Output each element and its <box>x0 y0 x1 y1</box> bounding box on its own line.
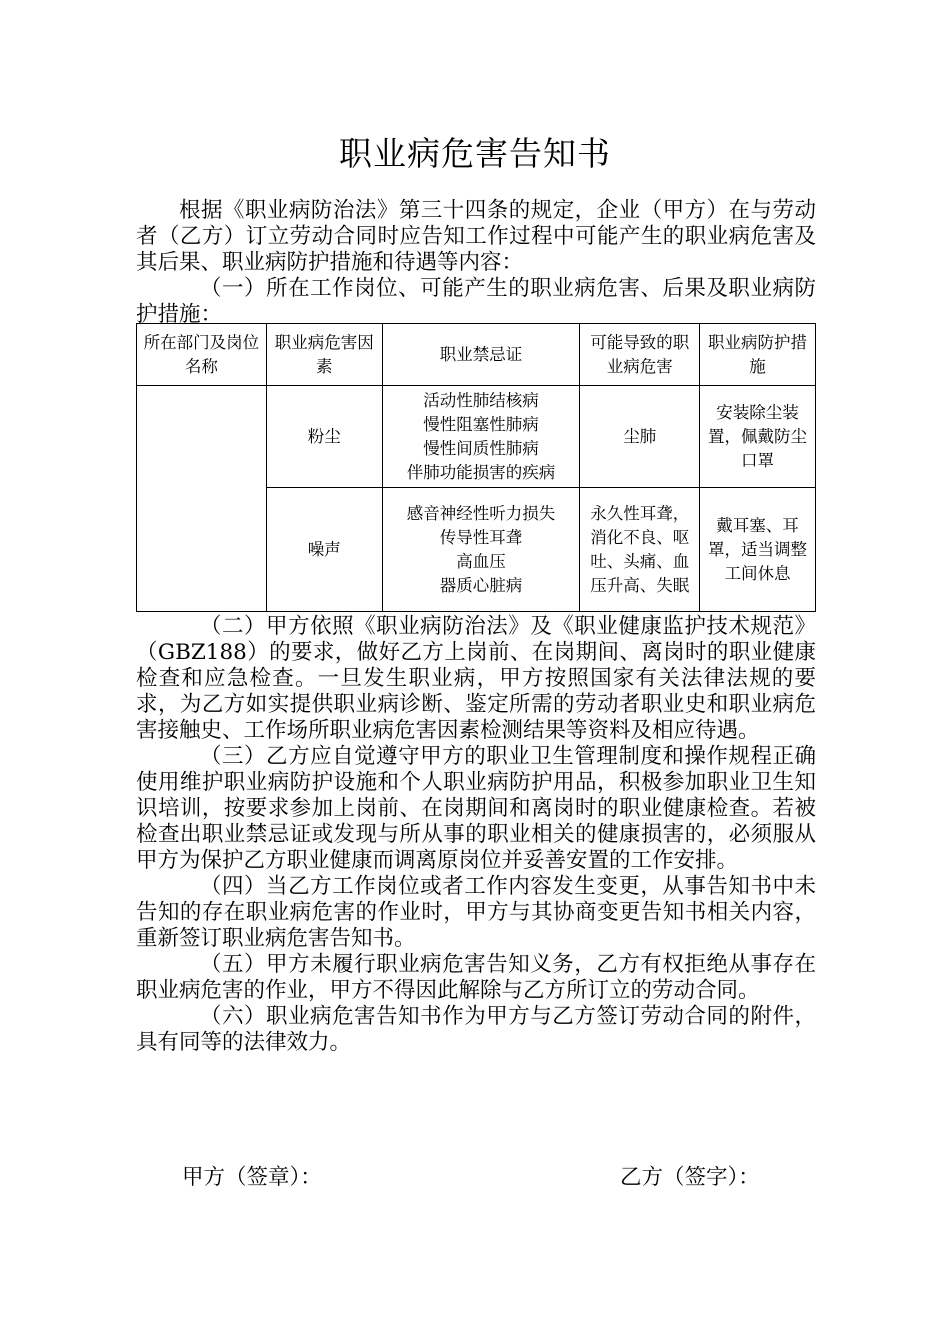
intro-paragraph: 根据《职业病防治法》第三十四条的规定，企业（甲方）在与劳动者（乙方）订立劳动合同时应告知工作过程中可能产生的职业病危害及其后果、职业病防护措施和待遇等内容： <box>136 198 816 275</box>
section-2-paragraph: （二）甲方依照《职业病防治法》及《职业健康监护技术规范》（GBZ188）的要求，做好乙方上岗前、在岗期间、离岗时的职业健康检查和应急检查。一旦发生职业病，甲方按照国家有关法律法规的要求，为乙方如实提供职业病诊断、鉴定所需的劳动者职业史和职业病危害接触史、工作场所职业病危害因素检测结果等资料及相应待遇。 <box>136 614 816 743</box>
contraindication-item: 慢性阻塞性肺病 <box>423 414 539 434</box>
party-a-signature-label: 甲方（签章）： <box>182 1165 322 1190</box>
intro-block <box>136 198 816 328</box>
factor-cell: 噪声 <box>266 488 382 612</box>
section-1-paragraph: （一）所在工作岗位、可能产生的职业病危害、后果及职业病防护措施： <box>136 276 816 327</box>
factor-cell: 粉尘 <box>266 386 382 488</box>
contraindication-item: 感音神经性听力损失 <box>406 503 556 523</box>
disease-cell: 尘肺 <box>580 386 700 488</box>
table-row <box>137 386 816 488</box>
section-4-paragraph: （四）当乙方工作岗位或者工作内容发生变更，从事告知书中未告知的存在职业病危害的作业时，甲方与其协商变更告知书相关内容，重新签订职业病危害告知书。 <box>136 874 816 951</box>
party-b-signature-label: 乙方（签字）： <box>620 1165 760 1190</box>
header-dept: 所在部门及岗位名称 <box>137 324 267 386</box>
measure-cell: 戴耳塞、耳罩，适当调整工间休息 <box>700 488 816 612</box>
hazard-table <box>136 323 816 612</box>
contraindication-item: 传导性耳聋 <box>439 527 523 547</box>
section-6-paragraph: （六）职业病危害告知书作为甲方与乙方签订劳动合同的附件，具有同等的法律效力。 <box>136 1004 816 1055</box>
measure-cell: 安装除尘装置，佩戴防尘口罩 <box>700 386 816 488</box>
contraindication-item: 伴肺功能损害的疾病 <box>406 462 556 482</box>
section-5-paragraph: （五）甲方未履行职业病危害告知义务，乙方有权拒绝从事存在职业病危害的作业，甲方不得因此解除与乙方所订立的劳动合同。 <box>136 952 816 1003</box>
contraindication-item: 慢性间质性肺病 <box>423 438 539 458</box>
disease-cell: 永久性耳聋，消化不良、呕吐、头痛、血压升高、失眠 <box>580 488 700 612</box>
document-title: 职业病危害告知书 <box>339 134 611 173</box>
contraindication-cell <box>382 488 580 612</box>
dept-cell <box>137 386 267 612</box>
header-factor: 职业病危害因素 <box>266 324 382 386</box>
header-measure: 职业病防护措施 <box>700 324 816 386</box>
table-header-row <box>137 324 816 386</box>
contraindication-cell <box>382 386 580 488</box>
contraindication-item: 活动性肺结核病 <box>423 390 539 410</box>
sections-block <box>136 614 816 1056</box>
header-disease: 可能导致的职业病危害 <box>580 324 700 386</box>
contraindication-item: 器质心脏病 <box>439 575 523 595</box>
section-3-paragraph: （三）乙方应自觉遵守甲方的职业卫生管理制度和操作规程正确使用维护职业病防护设施和个人职业病防护用品，积极参加职业卫生知识培训，按要求参加上岗前、在岗期间和离岗时的职业健康检查。若被检查出职业禁忌证或发现与所从事的职业相关的健康损害的，必须服从甲方为保护乙方职业健康而调离原岗位并妥善安置的工作安排。 <box>136 744 816 873</box>
header-contraindication: 职业禁忌证 <box>382 324 580 386</box>
contraindication-item: 高血压 <box>456 551 506 571</box>
